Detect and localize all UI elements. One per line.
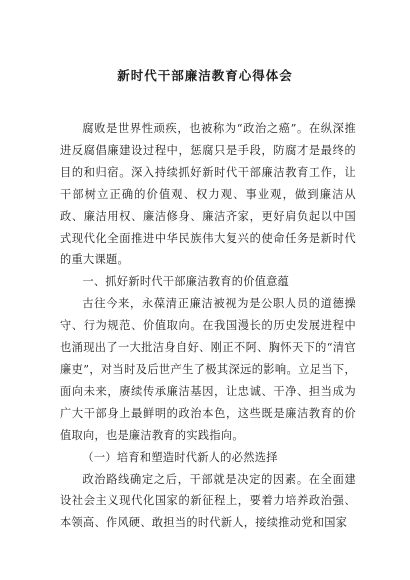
paragraph-intro: 腐败是世界性顽疾，也被称为“政治之癌”。在纵深推进反腐倡廉建设过程中，惩腐只是手段，防腐才是最终的目的和归宿。深入持续抓好新时代干部廉洁教育工作，让干部树立正确的价值观、权力观、事业观，做到廉洁从政、廉洁用权、廉洁修身、廉洁齐家，更好肩负起以中国式现代化全面推进中华民族伟大复兴的使命任务是新时代的重大课题。 (60, 122, 356, 267)
section-heading-1: 一、抓好新时代干部廉洁教育的价值意蕴 (82, 275, 290, 289)
paragraph-history: 古往今来，永葆清正廉洁被视为是公职人员的道德操守、行为规范、价值取向。在我国漫长的历史发展进程中也涌现出了一大批洁身自好、刚正不阿、胸怀天下的“清官廉吏”，对当时及后世产生了极其深远的影响。立足当下，面向未来，赓续传承廉洁基因，让忠诚、干净、担当成为广大干部身上最鲜明的政治本色，这些既是廉洁教育的价值取向，也是廉洁教育的实践指向。 (60, 297, 356, 442)
document-title: 新时代干部廉洁教育心得体会 (117, 68, 293, 83)
document-body (60, 118, 356, 534)
subsection-heading-1: （一）培育和塑造时代新人的必然选择 (82, 450, 278, 464)
paragraph-cadres: 政治路线确定之后，干部就是决定的因素。在全面建设社会主义现代化国家的新征程上，要着力培养政治强、本领高、作风硬、敢担当的时代新人，接续推动党和国家 (60, 472, 356, 530)
